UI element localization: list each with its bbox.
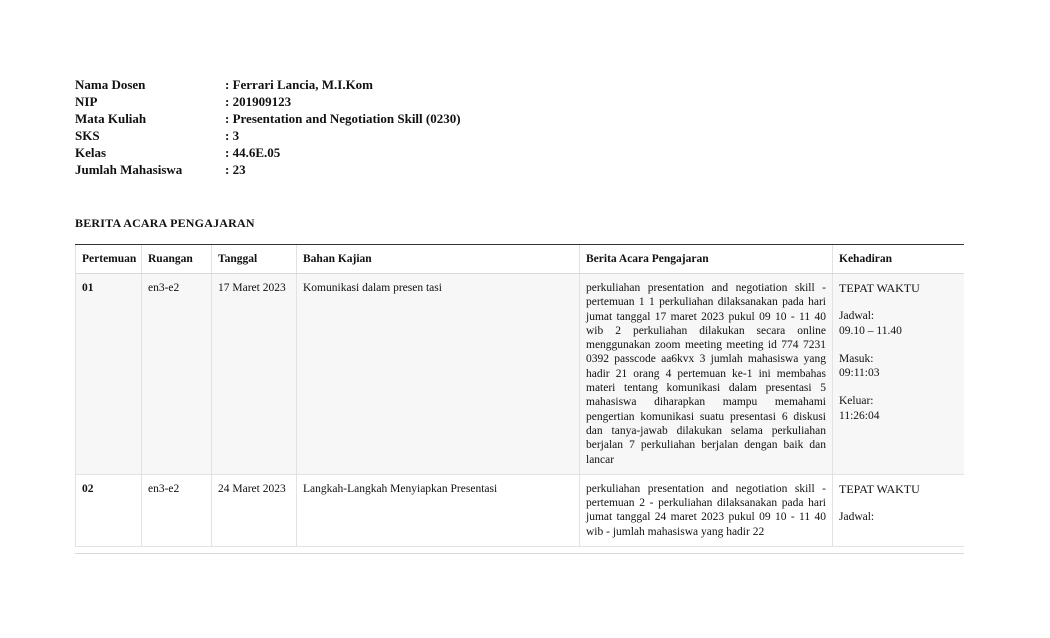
info-label: NIP xyxy=(75,94,98,109)
out-time: 11:26:04 xyxy=(839,409,880,422)
in-label: Masuk: xyxy=(839,352,874,365)
info-row-credits xyxy=(75,127,461,144)
lecturer-info xyxy=(75,76,461,178)
teaching-report-table xyxy=(75,245,964,547)
cell-topic: Langkah-Langkah Menyiapkan Presentasi xyxy=(297,474,580,546)
schedule-label: Jadwal: xyxy=(839,310,875,323)
teaching-report-table-container xyxy=(75,244,964,554)
info-label: Nama Dosen xyxy=(75,77,146,92)
attendance-status: TEPAT WAKTU xyxy=(839,481,920,496)
header-report: Berita Acara Pengajaran xyxy=(580,245,833,274)
info-value: : 23 xyxy=(225,162,246,177)
info-value: : 3 xyxy=(225,128,240,143)
table-header-row xyxy=(76,245,965,274)
info-label: SKS xyxy=(75,128,100,143)
cell-report: perkuliahan presentation and negotiation skill - pertemuan 1 1 perkuliahan dilaksanakan pada hari jumat tanggal 17 maret 2023 pukul 09 10 - 11 40 wib 2 perkuliahan dilakukan secara online menggunakan zoom meeting meeting id 774 7231 0392 passcode aa6kvx 3 jumlah mahasiswa yang hadir 21 orang 4 pertemuan ke-1 ini membahas materi tentang komunikasi dalam presentasi 5 mahasiswa diharapkan mampu memahami pengertian komunikasi suatu presentasi 6 diskusi dan tanya-jawab dilakukan selama perkuliahan berjalan 7 perkuliahan berjalan dengan baik dan lancar xyxy=(580,274,833,475)
info-label: Jumlah Mahasiswa xyxy=(75,162,183,177)
info-value: : Presentation and Negotiation Skill (0230) xyxy=(225,111,461,126)
cell-meeting: 01 xyxy=(76,274,142,475)
info-value: : 44.6E.05 xyxy=(225,145,281,160)
schedule-time: 09.10 – 11.40 xyxy=(839,324,902,337)
info-value: : 201909123 xyxy=(225,94,292,109)
cell-report: perkuliahan presentation and negotiation skill - pertemuan 2 - perkuliahan dilaksanakan pada hari jumat tanggal 24 maret 2023 pukul 09 10 - 11 40 wib - jumlah mahasiswa yang hadir 22 xyxy=(580,474,833,546)
attendance-out xyxy=(839,394,958,423)
info-label: Kelas xyxy=(75,145,107,160)
attendance-in xyxy=(839,352,958,381)
info-row-class xyxy=(75,144,461,161)
cell-attendance xyxy=(833,274,965,475)
cell-topic: Komunikasi dalam presen tasi xyxy=(297,274,580,475)
cell-attendance xyxy=(833,474,965,546)
cell-date: 17 Maret 2023 xyxy=(212,274,297,475)
out-label: Keluar: xyxy=(839,395,874,408)
info-row-nip xyxy=(75,93,461,110)
info-label: Mata Kuliah xyxy=(75,111,147,126)
table-row xyxy=(76,274,965,475)
header-attendance: Kehadiran xyxy=(833,245,965,274)
header-date: Tanggal xyxy=(212,245,297,274)
info-row-student-count xyxy=(75,161,461,178)
attendance-schedule xyxy=(839,510,958,524)
header-meeting: Pertemuan xyxy=(76,245,142,274)
info-row-lecturer xyxy=(75,76,461,93)
section-title: BERITA ACARA PENGAJARAN xyxy=(75,216,255,230)
table-row xyxy=(76,474,965,546)
info-row-course xyxy=(75,110,461,127)
cell-room: en3-e2 xyxy=(142,274,212,475)
schedule-label: Jadwal: xyxy=(839,511,875,524)
in-time: 09:11:03 xyxy=(839,367,880,380)
cell-room: en3-e2 xyxy=(142,474,212,546)
cell-date: 24 Maret 2023 xyxy=(212,474,297,546)
header-topic: Bahan Kajian xyxy=(297,245,580,274)
attendance-schedule xyxy=(839,309,958,338)
header-room: Ruangan xyxy=(142,245,212,274)
cell-meeting: 02 xyxy=(76,474,142,546)
attendance-status: TEPAT WAKTU xyxy=(839,281,920,295)
info-value: : Ferrari Lancia, M.I.Kom xyxy=(225,77,374,92)
